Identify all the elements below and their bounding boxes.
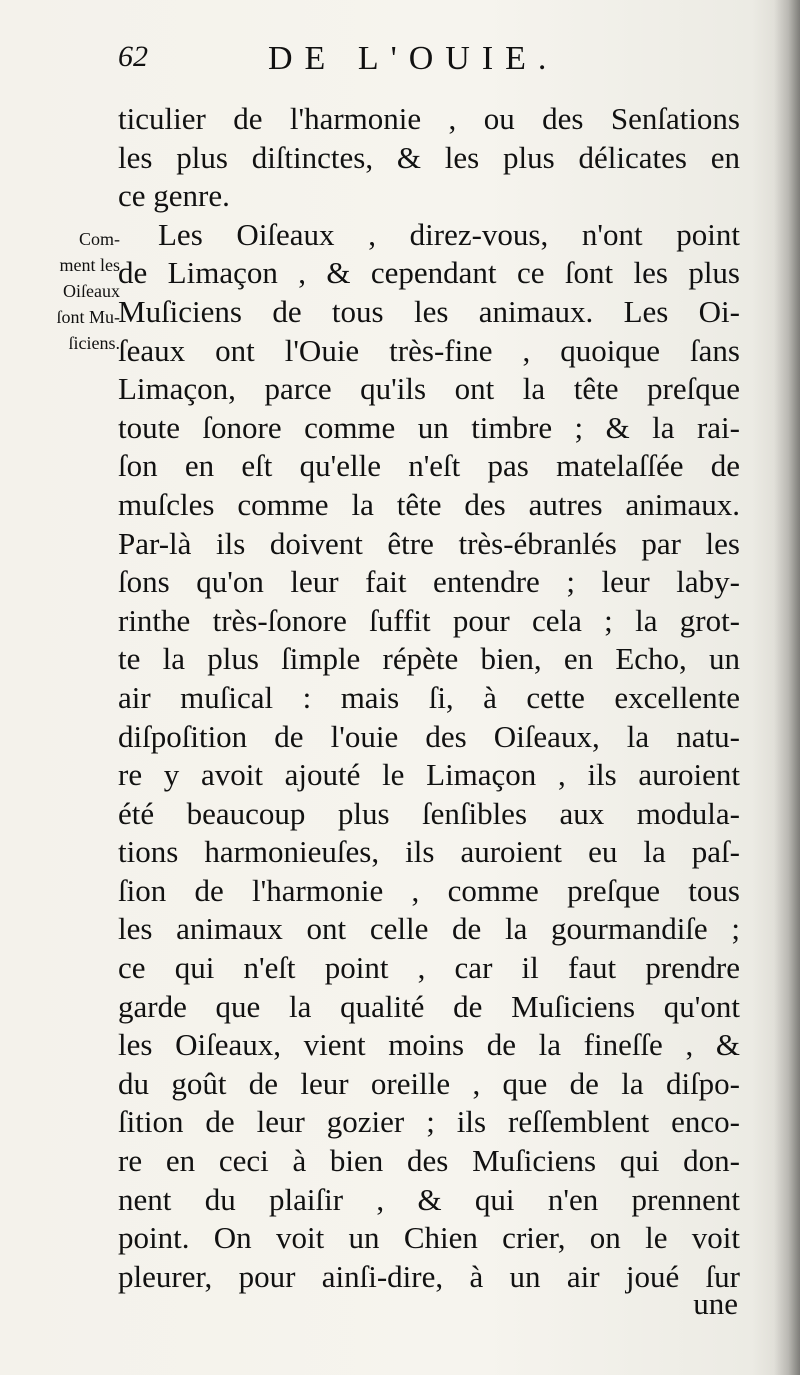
text-line: garde que la qualité de Muſiciens qu'ont — [118, 988, 740, 1024]
text-line: ſeaux ont l'Ouie très-fine , quoique ſans — [118, 332, 740, 368]
text-line: pleurer, pour ainſi-dire, à un air joué ſur — [118, 1258, 740, 1294]
text-line: Muſiciens de tous les animaux. Les Oi- — [118, 293, 740, 329]
page-header — [118, 40, 738, 80]
marginal-note-line: ſont Mu- — [56, 307, 120, 327]
text-line: ſon en eſt qu'elle n'eſt pas matelaſſée de — [118, 448, 740, 484]
text-line: les animaux ont celle de la gourmandiſe ; — [118, 911, 740, 947]
marginal-note-line: ment les — [59, 255, 120, 275]
text-line: re y avoit ajouté le Limaçon , ils auroient — [118, 757, 740, 793]
marginal-note-line: Oiſeaux — [63, 281, 120, 301]
body-text — [118, 100, 740, 1296]
text-line: les Oiſeaux, vient moins de la fineſſe , & — [118, 1027, 740, 1063]
text-line: point. On voit un Chien crier, on le voit — [118, 1220, 740, 1256]
text-line: ce genre. — [118, 178, 230, 214]
text-line: re en ceci à bien des Muſiciens qui don- — [118, 1143, 740, 1179]
text-line: ſition de leur gozier ; ils reſſemblent enco- — [118, 1104, 740, 1140]
text-line: les plus diſtinctes, & les plus délicates en — [118, 139, 740, 175]
text-line: ſons qu'on leur fait entendre ; leur laby- — [118, 564, 740, 600]
text-line: diſpoſition de l'ouie des Oiſeaux, la natu- — [118, 718, 740, 754]
text-line: Limaçon, parce qu'ils ont la tête preſque — [118, 371, 740, 407]
text-line: Par-là ils doivent être très-ébranlés par les — [118, 525, 740, 561]
text-line: nent du plaiſir , & qui n'en prennent — [118, 1181, 740, 1217]
catchword: une — [693, 1286, 738, 1321]
text-line: Les Oiſeaux , direz-vous, n'ont point — [158, 216, 740, 252]
marginal-note-line: ſiciens. — [68, 333, 120, 353]
marginal-note-line: Com- — [78, 229, 120, 249]
text-line: ce qui n'eſt point , car il faut prendre — [118, 950, 740, 986]
running-title: DE L'OUIE. — [268, 40, 559, 77]
text-line: rinthe très-ſonore ſuffit pour cela ; la grot- — [118, 602, 740, 638]
text-line: ticulier de l'harmonie , ou des Senſations — [118, 101, 740, 136]
text-line: de Limaçon , & cependant ce ſont les plus — [118, 255, 740, 291]
marginal-note — [16, 226, 120, 356]
text-line: air muſical : mais ſi, à cette excellente — [118, 679, 740, 715]
text-line: tions harmonieuſes, ils auroient eu la paſ- — [118, 834, 740, 870]
text-line: muſcles comme la tête des autres animaux. — [118, 486, 740, 522]
page-edge-shadow — [774, 0, 800, 1375]
text-line: toute ſonore comme un timbre ; & la rai- — [118, 409, 740, 445]
text-line: ſion de l'harmonie , comme preſque tous — [118, 872, 740, 908]
page-number: 62 — [118, 40, 148, 73]
text-line: du goût de leur oreille , que de la diſpo- — [118, 1065, 740, 1101]
text-line: te la plus ſimple répète bien, en Echo, un — [118, 641, 740, 677]
text-line: été beaucoup plus ſenſibles aux modula- — [118, 795, 740, 831]
